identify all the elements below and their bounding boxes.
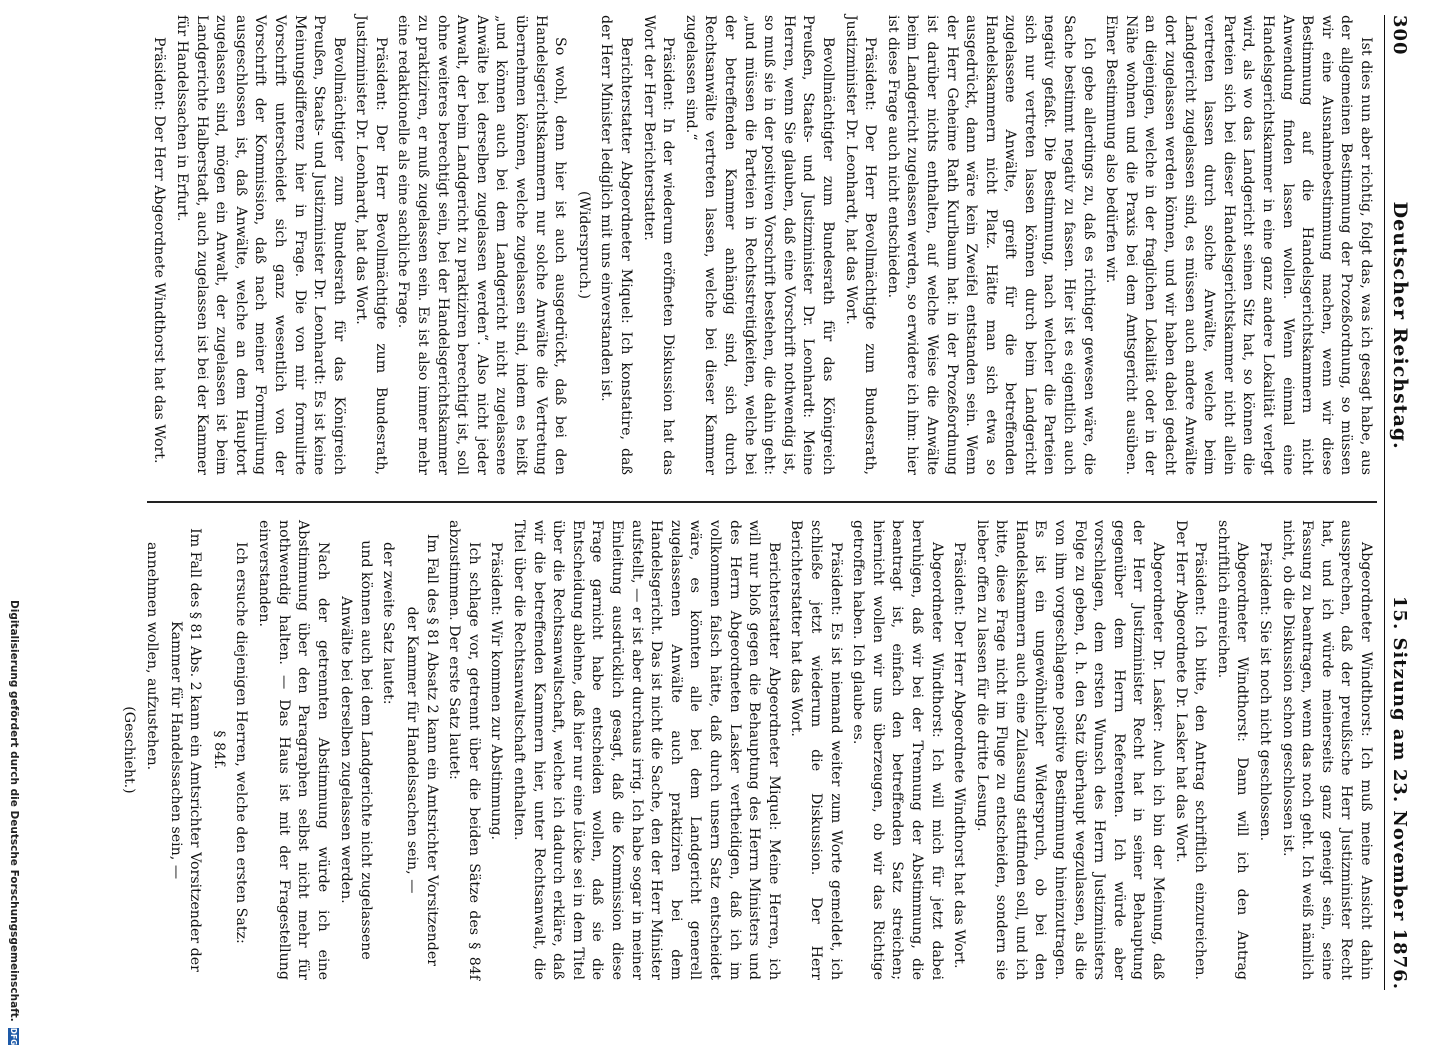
paragraph: Ich ersuche diejenigen Herren, welche den ersten Satz:	[233, 542, 250, 944]
paragraph: Ist dies nun aber richtig, folgt das, was ich gesagt habe, aus der allgemeinen Bestimmung der Prozeßordnung, so müssen wir eine Ausnahmebestimmung machen, wenn wir diese Bestimmung auf die Handelsgerichtskammern nicht Anwendung finden lassen wollen. Wenn einmal eine Handelsgerichtskammer in eine ganz andere Lokalität verlegt wird, als wo das Landgericht seinen Sitz hat, so können die Parteien sich bei dieser Handelsgerichtskammer nicht allein vertreten lassen durch solche Anwälte, welche beim Landgericht zugelassen sind, es müssen auch andere Anwälte dort zugelassen werden können, und wir haben dabei gedacht an diejenigen, welche in der fraglichen Lokalität oder in der Nähe wohnen und die Praxis bei dem Amtsgericht ausüben. Einer Bestimmung also bedürfen wir.	[1103, 15, 1374, 475]
centered-line: und können auch bei dem Landgerichte nicht zugelassene Anwälte bei derselben zugelassen werden.	[338, 540, 374, 960]
paragraph: Präsident: Es ist niemand weiter zum Worte gemeldet, ich schließe jetzt wiederum die Diskussion. Der Herr Berichterstatter hat das Wort.	[788, 520, 844, 980]
centered-line: Im Fall des § 81 Abs. 2 kann ein Amtsrichter Vorsitzender der Kammer für Handelssachen sein, —	[167, 528, 204, 972]
paragraph: Präsident: Der Herr Bevollmächtigte zum Bundesrath, Justizminister Dr. Leonhardt, hat das Wort.	[353, 15, 389, 475]
digitization-footer	[0, 600, 28, 1045]
centered-line: (Widerspruch.)	[575, 190, 592, 300]
paragraph: annehmen wollen, aufzustehen.	[143, 542, 160, 771]
paragraph: So wohl, denn hier ist auch ausgedrückt, daß bei den Handelsgerichtskammern nur solche Anwälte die Vertretung übernehmen können, welche zugelassen sind, indem es heißt „und können auch bei dem Landgericht nicht zugelassene Anwälte bei derselben zugelassen werden“. Also nicht jeder Anwalt, der beim Landgericht zu praktiziren berechtigt ist, soll ohne weiteres berechtigt sein, bei der Handelsgerichtskammer zu praktiziren, er muß zugelassen sein. Es ist also immer mehr eine redaktionelle als eine sachliche Frage.	[395, 15, 569, 475]
paragraph: Präsident: Der Herr Abgeordnete Windthorst hat das Wort.	[951, 542, 968, 969]
paragraph: Abgeordneter Windthorst: Dann will ich den Antrag schriftlich einreichen.	[1214, 520, 1251, 980]
paragraph: Präsident: Wir kommen zur Abstimmung.	[488, 542, 505, 840]
paragraph: der zweite Satz lautet:	[380, 542, 397, 705]
paragraph: Bevollmächtigter zum Bundesrath für das Königreich Preußen, Staats- und Justizminister Dr. Leonhardt: Es ist keine Meinungsdifferenz hier in Frage. Die von mir formulirte Vorschrift unterscheidet sich ganz wesentlich von der Vorschrift der Kommission, daß nach meiner Formulirung ausgeschlossen ist, daß Anwälte, welche an dem Hauptort zugelassen sind, mögen ein Anwalt, der zugelassen ist beim Landgerichte Halberstadt, auch zugelassen ist bei der Kammer für Handelssachen in Erfurt.	[173, 15, 347, 475]
paragraph: Berichterstatter Abgeordneter Miquel: Meine Herren, ich will nur bloß gegen die Behauptung des Herrn Ministers und des Herrn Abgeordneten Lasker vertheidigen, daß ich im vollkommen falsch hätte, daß durch unsern Satz entscheidet wäre, es könnten alle bei dem Landgericht generell zugelassenen Anwälte auch praktiziren bei dem Handelsgericht. Das ist nicht die Sache, den der Herr Minister aufstellt, — er ist aber durchaus irrig. Ich habe sogar in meiner Einleitung ausdrücklich gesagt, daß die Kommission diese Frage garnicht habe entscheiden wollen, daß sie die Entscheidung ablehne, daß hier nur eine Lücke sei in dem Titel über die Rechtsanwaltschaft, welche ich dadurch erkläre, daß wir die betreffenden Kammern hier, unter Rechtsanwalt, die Titel über die Rechtsanwaltschaft enthalten.	[511, 520, 782, 980]
centered-line: § 84f.	[210, 730, 227, 770]
dfg-logo: DFG	[9, 1027, 19, 1045]
paragraph: Bevollmächtigter zum Bundesrath für das Königreich Preußen, Staats- und Justizminister Dr. Leonhardt: Meine Herren, wenn Sie glauben, daß eine Vorschrift nothwendig ist, so muß sie in der positiven Vorschrift bestehen, die dahin geht: „und müssen die Parteien in Rechtsstreitigkeiten, welche bei der betreffenden Kammer anhängig sind, sich durch Rechtsanwälte vertreten lassen, welche bei dieser Kammer zugelassen sind.“	[682, 15, 836, 475]
paragraph: Präsident: Der Herr Bevollmächtigte zum Bundesrath, Justizminister Dr. Leonhardt, hat das Wort.	[842, 15, 879, 475]
paragraph: Nach der getrennten Abstimmung würde ich eine Abstimmung über den Paragraphen selbst nicht mehr für nothwendig halten. — Das Haus ist mit der Fragestellung einverstanden.	[255, 520, 331, 980]
paragraph: Ich gebe allerdings zu, daß es richtiger gewesen wäre, die Sache bestimmt negativ zu fassen. Hier ist es eigentlich auch negativ gefaßt. Die Bestimmung, nach welcher die Parteien sich nur vertreten lassen können durch beim Landgericht zugelassene Anwälte, greift für die betreffenden Handelskammern nicht Platz. Hätte man sich etwa so ausgedrückt, dann wäre kein Zweifel entstanden sein. Wenn der Herr Geheime Rath Kurlbaum hat: in der Prozeßordnung ist darüber nichts enthalten, auf welche Weise die Anwälte beim Landgericht zugelassen werden, so erwidere ich ihm: hier ist diese Frage auch nicht entschieden.	[884, 15, 1097, 475]
session-date: 15. Sitzung am 23. November 1876.	[1389, 595, 1411, 990]
paragraph: Präsident: Sie ist noch nicht geschlossen.	[1257, 542, 1274, 842]
page-number: 300	[1389, 15, 1411, 56]
footer-credit	[6, 600, 22, 1045]
left-text-column	[146, 15, 1375, 475]
footer-credit-text: Digitalisierung gefördert durch die Deutsche Forschungsgemeinschaft.	[8, 600, 20, 1022]
page-header	[1384, 15, 1415, 990]
column-divider	[147, 501, 1377, 503]
right-text-column	[115, 520, 1375, 980]
centered-line: Im Fall des § 81 Absatz 2 kann ein Amtsrichter Vorsitzender der Kammer für Handelssachen sein, —	[404, 533, 440, 967]
paragraph: Ich schlage vor, getrennt über die beiden Sätze des § 84f abzustimmen. Der erste Satz lautet:	[446, 520, 482, 980]
paragraph: Abgeordneter Dr. Lasker: Auch ich bin der Meinung, daß der Herr Justizminister Recht hat in seiner Behauptung gegenüber dem Herrn Referenten. Ich würde aber vorschlagen, dem ersten Wunsch des Herrn Justizministers Folge zu geben, d. h. den Satz überhaupt wegzulassen, als die von ihm vorgeschlagene positive Bestimmung hineinzutragen. Es ist ein ungewöhnlicher Widerspruch, ob bei den Handelskammern auch eine Zulassung stattfinden soll, und ich bitte, diese Frage nicht im Fluge zu entscheiden, sondern sie lieber offen zu lassen für die dritte Lesung.	[973, 520, 1167, 980]
centered-line: (Geschieht.)	[121, 706, 138, 794]
publication-title: Deutscher Reichstag.	[1389, 201, 1411, 450]
document-page	[115, 15, 1415, 990]
paragraph: Präsident: Der Herr Abgeordnete Windthorst hat das Wort.	[151, 37, 168, 464]
paragraph: Abgeordneter Windthorst: Ich muß meine Ansicht dahin aussprechen, daß der preußische Herr Justizminister Recht hat, und ich würde meinerseits ganz geneigt sein, seine Fassung zu beantragen, wenn das noch geht. Ich weiß nämlich nicht, ob die Diskussion schon geschlossen ist.	[1279, 520, 1374, 980]
paragraph: Präsident: In der wiederum eröffneten Diskussion hat das Wort der Herr Berichterstatter.	[640, 15, 677, 475]
paragraph: Abgeordneter Windthorst: Ich will mich für jetzt dabei beruhigen, daß wir bei der Trennung der Abstimmung, die beantragt ist, einfach den betreffenden Satz streichen; hiernicht wollen wir uns überzeugen, ob wir das Richtige getroffen haben. Ich glaube es.	[850, 520, 945, 980]
paragraph: Berichterstatter Abgeordneter Miquel: Ich konstatire, daß der Herr Minister lediglich mit uns einverstanden ist.	[598, 15, 635, 475]
paragraph: Präsident: Ich bitte, den Antrag schriftlich einzureichen. Der Herr Abgeordnete Dr. Lasker hat das Wort.	[1172, 520, 1209, 980]
